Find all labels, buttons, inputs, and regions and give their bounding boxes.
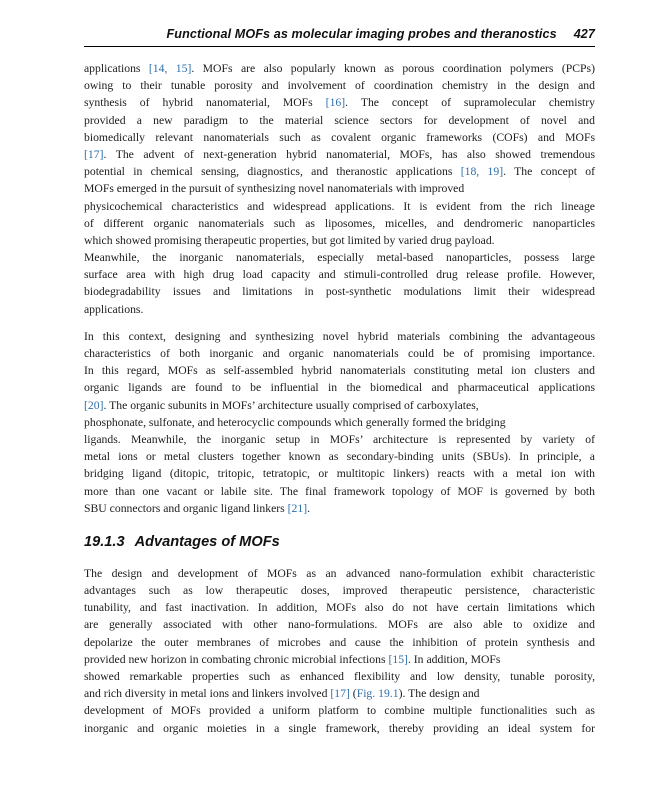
text-run: .: [307, 501, 311, 515]
running-head: [84, 27, 595, 41]
text-run: biodegradability issues and limitations in post-synthetic modulations limit their widespread: [84, 285, 595, 299]
section-number: 19.1.3: [84, 533, 125, 550]
text-run: . The concept of supramolecular chemistry: [345, 96, 595, 110]
running-title: Functional MOFs as molecular imaging probes and theranostics: [166, 27, 557, 41]
text-run: In this context, designing and synthesizing novel hybrid materials combining the advantageous: [84, 329, 595, 343]
text-run: organic ligands are found to be influential in the biomedical and pharmaceutical applications: [84, 381, 595, 395]
text-run: ligands. Meanwhile, the inorganic setup in MOFs’ architecture is represented by variety of: [84, 432, 595, 446]
page-header: [84, 0, 595, 47]
text-run: ). The design and: [398, 687, 480, 701]
text-line: [84, 215, 595, 232]
text-run: of different organic nanomaterials such as liposomes, micelles, and dendromeric nanoparticles: [84, 216, 595, 230]
text-run: biomedically relevant nanomaterials such as covalent organic frameworks (COFs) and MOFs: [84, 130, 595, 144]
text-line: [84, 146, 595, 163]
citation-link[interactable]: [16]: [325, 96, 346, 110]
text-run: . The concept of: [503, 165, 595, 179]
text-line: [84, 431, 595, 448]
text-line: [84, 198, 595, 215]
text-run: (: [349, 687, 357, 701]
text-run: depolarize the outer membranes of microbes and cause the inhibition of protein synthesis and: [84, 635, 595, 649]
paragraph: [84, 565, 595, 737]
text-run: . The organic subunits in MOFs’ architecture usually comprised of carboxylates,: [103, 398, 479, 412]
page-content: [84, 60, 595, 737]
text-run: . In addition, MOFs: [407, 652, 501, 666]
text-run: applications: [84, 62, 149, 75]
text-line: [84, 129, 595, 146]
text-line: [84, 599, 595, 616]
text-run: phosphonate, sulfonate, and heterocyclic compounds which generally formed the bridging: [84, 415, 506, 429]
text-line: [84, 94, 595, 111]
text-run: metal ions or metal clusters together known as secondary-binding units (SBUs). In principle, a: [84, 450, 595, 464]
text-run: advantages such as low therapeutic doses, improved therapeutic persistence, characteristic: [84, 584, 595, 598]
text-run: development of MOFs provided a uniform platform to combine multiple functionalities such as: [84, 704, 595, 718]
citation-link[interactable]: [17]: [84, 147, 104, 161]
text-run: and rich diversity in metal ions and linkers involved: [84, 687, 331, 701]
paragraph: [84, 60, 595, 318]
text-line: [84, 379, 595, 396]
text-line: [84, 362, 595, 379]
text-run: owing to their tunable porosity and involvement of coordination chemistry in the design and: [84, 79, 595, 93]
section-title: Advantages of MOFs: [134, 533, 280, 550]
text-run: In this regard, MOFs as self-assembled hybrid nanomaterials constituting metal ion clusters and: [84, 364, 595, 378]
text-line: [84, 249, 595, 266]
citation-link[interactable]: [17]: [330, 687, 350, 701]
text-line: [84, 345, 595, 362]
citation-link[interactable]: [15]: [388, 652, 408, 666]
text-line: [84, 112, 595, 129]
text-line: [84, 328, 595, 345]
text-line: [84, 266, 595, 283]
text-run: tunability, and fast inactivation. In addition, MOFs also do not have certain limitations which: [84, 601, 595, 615]
text-line: [84, 77, 595, 94]
text-run: The design and development of MOFs as an advanced nano-formulation exhibit characteristic: [84, 566, 595, 580]
text-line: [84, 465, 595, 482]
text-run: provided new horizon in combating chronic microbial infections: [84, 652, 389, 666]
text-run: surface area with high drug load capacity and stimuli-controlled drug release profile. However,: [84, 268, 595, 282]
text-line: [84, 397, 595, 414]
text-run: . The advent of next-generation hybrid nanomaterial, MOFs, has also showed tremendous: [103, 147, 595, 161]
text-run: more than one vacant or labile site. The final framework topology of MOF is governed by both: [84, 484, 595, 498]
text-run: synthesis of hybrid nanomaterial, MOFs: [84, 96, 326, 110]
text-run: bridging ligand (ditopic, tritopic, tetratopic, or multitopic linkers) reacts with a metal ion with: [84, 467, 595, 481]
text-line: [84, 163, 595, 180]
section-heading: [84, 534, 595, 550]
text-run: characteristics of both inorganic and organic nanomaterials could be of promising importance.: [84, 347, 595, 360]
text-line: [84, 301, 595, 318]
text-run: SBU connectors and organic ligand linkers: [84, 501, 288, 515]
text-line: [84, 60, 595, 77]
text-run: applications.: [84, 302, 144, 316]
text-run: . MOFs are also popularly known as porous coordination polymers (PCPs): [191, 62, 595, 75]
citation-link[interactable]: [18, 19]: [460, 165, 504, 179]
text-run: potential in chemical sensing, diagnostics, and theranostic applications: [84, 165, 461, 179]
citation-link[interactable]: [14, 15]: [148, 62, 192, 75]
text-line: [84, 668, 595, 685]
text-run: Meanwhile, the inorganic nanomaterials, especially metal-based nanoparticles, possess large: [84, 251, 595, 265]
paragraph: [84, 328, 595, 517]
citation-link[interactable]: [21]: [287, 501, 308, 515]
text-line: [84, 283, 595, 300]
text-line: [84, 651, 595, 668]
text-line: [84, 582, 595, 599]
figure-link[interactable]: Fig. 19.1: [356, 687, 399, 701]
text-line: [84, 685, 595, 702]
text-line: [84, 414, 595, 431]
header-rule: [84, 46, 595, 47]
text-run: inorganic and organic moieties in a single framework, thereby providing an ideal system for: [84, 721, 595, 735]
text-line: [84, 232, 595, 249]
text-run: provided a new paradigm to the material science sectors for development of novel and: [84, 113, 595, 127]
citation-link[interactable]: [20]: [84, 398, 104, 412]
text-run: physicochemical characteristics and widespread applications. It is evident from the rich lineage: [84, 199, 595, 213]
text-line: [84, 720, 595, 737]
text-line: [84, 483, 595, 500]
text-line: [84, 634, 595, 651]
text-line: [84, 565, 595, 582]
text-line: [84, 616, 595, 633]
text-line: [84, 500, 595, 517]
page-number: 427: [573, 27, 595, 41]
text-run: MOFs emerged in the pursuit of synthesizing novel nanomaterials with improved: [84, 182, 465, 196]
text-line: [84, 448, 595, 465]
text-line: [84, 702, 595, 719]
text-run: are generally associated with other nano-formulations. MOFs are also able to oxidize and: [84, 618, 595, 632]
text-run: which showed promising therapeutic properties, but got limited by varied drug payload.: [84, 233, 495, 247]
text-run: showed remarkable properties such as enhanced flexibility and low density, tunable porosity,: [84, 670, 595, 683]
text-line: [84, 180, 595, 197]
